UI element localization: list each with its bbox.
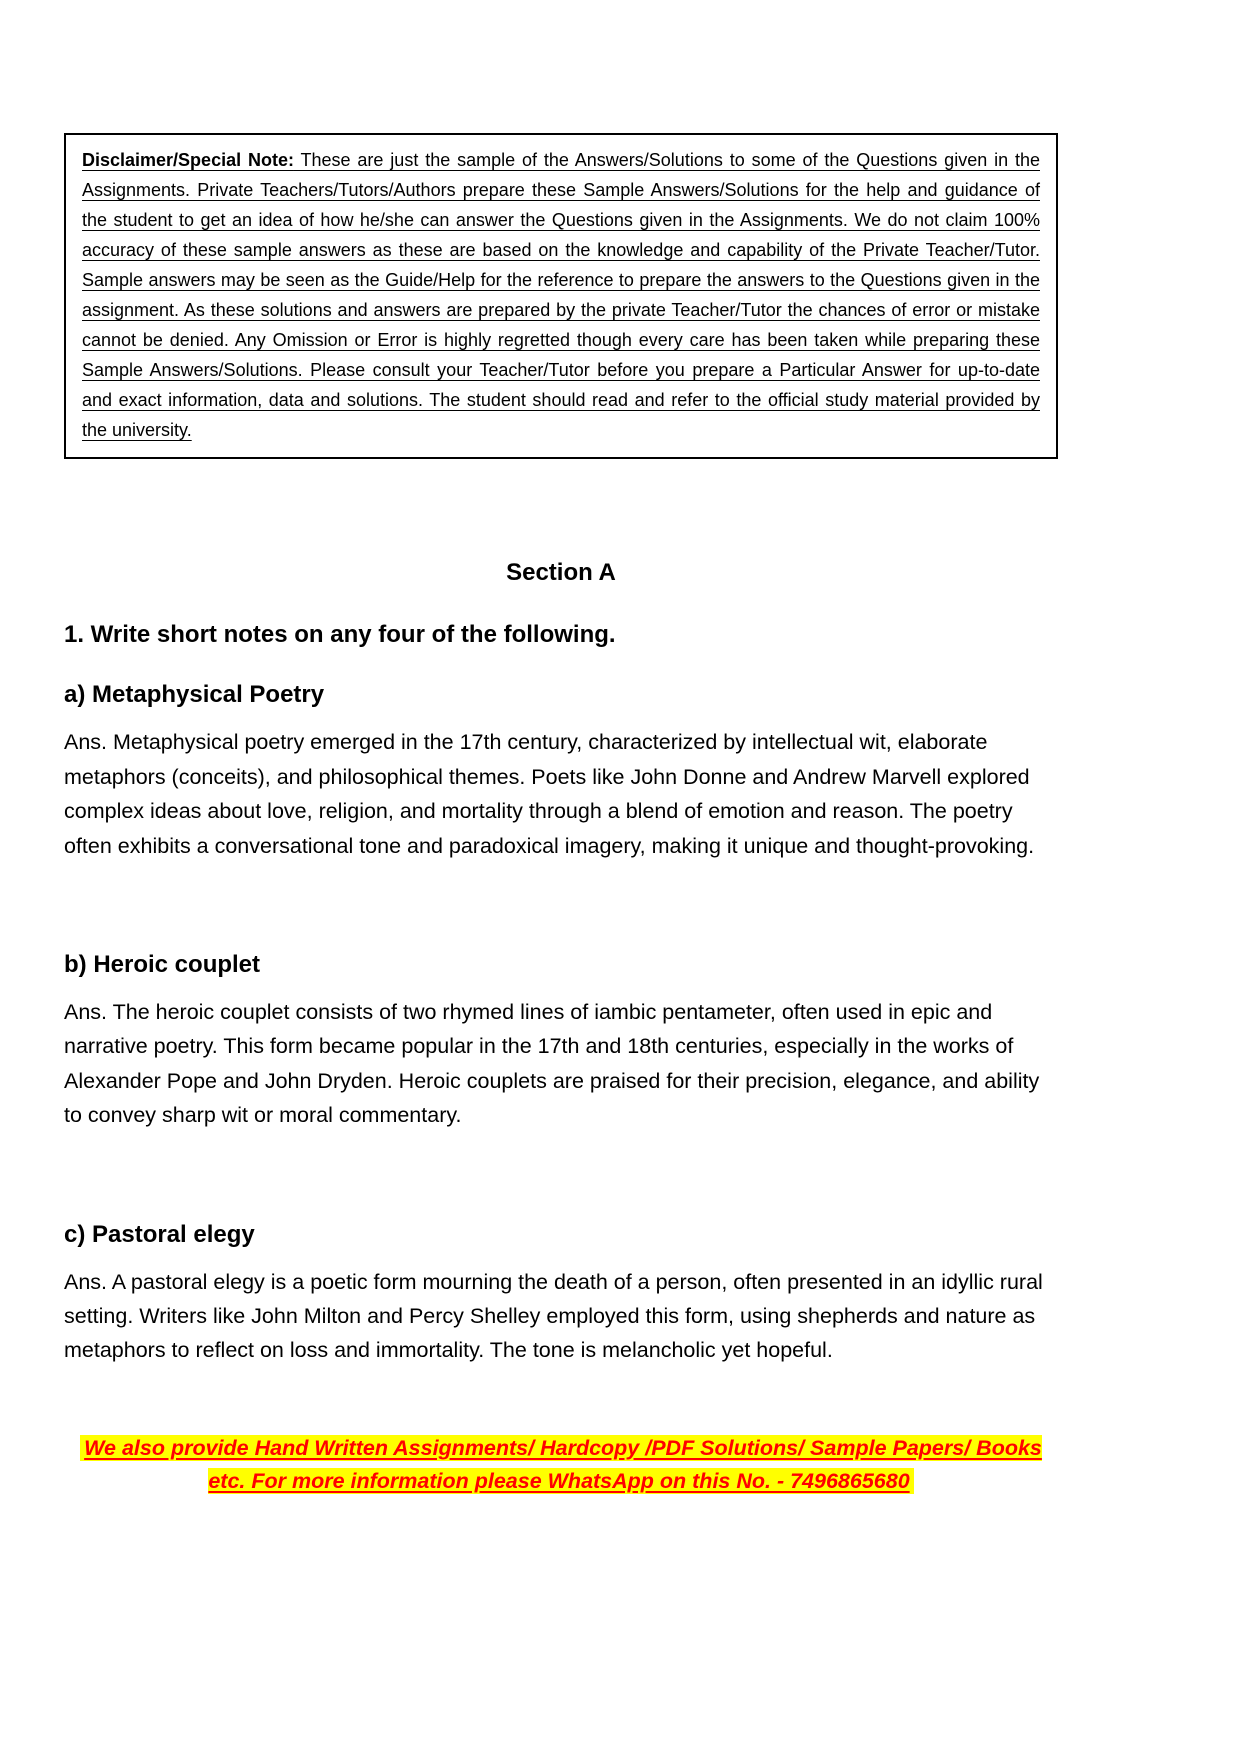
note-c-answer: Ans. A pastoral elegy is a poetic form mourning the death of a person, often presented in an idyllic rural setting. Writers like John Milton and Percy Shelley employed this form, using shepherds and nature as metaphors to reflect on loss and immortality. The tone is melancholic yet hopeful. — [64, 1269, 1043, 1363]
footer-text: We also provide Hand Written Assignments/ Hardcopy /PDF Solutions/ Sample Papers/ Books etc. For more information please WhatsApp on this No. - 7496865680 — [80, 1435, 1042, 1494]
section-heading: Section A — [506, 559, 616, 587]
note-a-answer: Ans. Metaphysical poetry emerged in the 17th century, characterized by intellectual wit, elaborate metaphors (conceits), and philosophical themes. Poets like John Donne and Andrew Marvell explored complex ideas about love, religion, and mortality through a blend of emotion and reason. The poetry often exhibits a conversational tone and paradoxical imagery, making it unique and thought-provoking. — [64, 730, 1035, 858]
disclaimer-body: These are just the sample of the Answers/Solutions to some of the Questions given in the Assignments. Private Teachers/Tutors/Authors prepare these Sample Answers/Solutions for the help and guidance of the student to get an idea of how he/she can answer the Questions given in the Assignments. We do not claim 100% accuracy of these sample answers as these are based on the knowledge and capability of the Private Teacher/Tutor. Sample answers may be seen as the Guide/Help for the reference to prepare the answers to the Questions given in the assignment. As these solutions and answers are prepared by the private Teacher/Tutor the chances of error or mistake cannot be denied. Any Omission or Error is highly regretted though every care has been taken while preparing these Sample Answers/Solutions. Please consult your Teacher/Tutor before you prepare a Particular Answer for up-to-date and exact information, data and solutions. The student should read and refer to the official study material provided by the university. — [82, 150, 1040, 441]
footer-banner — [64, 1432, 1058, 1499]
note-a-title: a) Metaphysical Poetry — [64, 681, 325, 709]
note-b-title: b) Heroic couplet — [64, 951, 261, 979]
note-c-title: c) Pastoral elegy — [64, 1220, 255, 1248]
note-pastoral-elegy — [64, 1221, 1058, 1368]
note-heroic-couplet — [64, 951, 1058, 1133]
disclaimer-label: Disclaimer/Special Note: — [82, 150, 294, 170]
disclaimer-text — [82, 145, 1040, 445]
note-b-answer: Ans. The heroic couplet consists of two rhymed lines of iambic pentameter, often used in epic and narrative poetry. This form became popular in the 17th and 18th centuries, especially in the works of Alexander Pope and John Dryden. Heroic couplets are praised for their precision, elegance, and ability to convey sharp wit or moral commentary. — [64, 1000, 1040, 1128]
question-heading: 1. Write short notes on any four of the following. — [64, 621, 616, 649]
note-metaphysical-poetry — [64, 681, 1058, 863]
disclaimer-box — [64, 133, 1058, 459]
